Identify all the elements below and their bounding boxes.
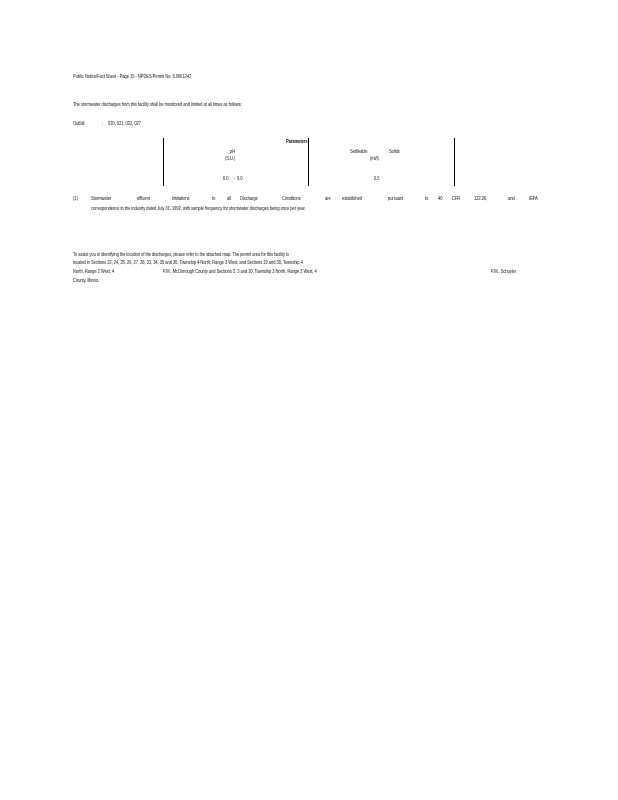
outfall-label: Outfall [73, 121, 85, 127]
footnote-line-2: correspondence to the industry dated July 31, 1992, with sample frequency for stormwater discharges being once per year. [91, 206, 306, 212]
footnote-marker: (1) [73, 196, 78, 202]
ph-range-dash: - [234, 176, 236, 182]
settleable-value: 0.5 [374, 176, 380, 182]
settleable-unit: (ml/l) [370, 156, 379, 162]
outfall-separator: : [102, 121, 104, 127]
location-line-2: located in Sections 22, 24, 25, 26, 27, 28, 33, 34, 35 and 36, Township 4 North, Range 3 West, and Sections 19 and 30, Township 4 [73, 260, 303, 266]
settleable-header: Settleable [350, 149, 368, 155]
table-divider-left [163, 138, 164, 186]
footnote-word: effluent [137, 196, 150, 202]
table-divider-right [454, 138, 455, 186]
footnote-word: IEPA [529, 196, 538, 202]
solids-header: Solids [389, 149, 400, 155]
location-line-3b: P.M., McDonough County and Sections 2, 3 and 10, Township 3 North, Range 3 West, 4 [163, 269, 317, 275]
intro-text: The stormwater discharges from this facility shall be monitored and limited at all times as follows: [73, 102, 242, 108]
table-divider-middle [308, 138, 309, 186]
footnote-word: all [227, 196, 231, 202]
location-line-1: To assist you in identifying the location of the discharges, please refer to the attached map. The permit area for this facility is [73, 252, 289, 258]
ph-unit: (S.U.) [225, 156, 236, 162]
footnote-word: Discharge [240, 196, 258, 202]
footnote-word: Conditions [282, 196, 301, 202]
location-line-4: County, Illinois. [73, 278, 100, 284]
footnote-word: and [508, 196, 515, 202]
table-title: Parameters [286, 139, 308, 145]
footnote-word: to [212, 196, 216, 202]
ph-header: pH [230, 149, 236, 155]
footnote-word: CFR [452, 196, 461, 202]
footnote-word: Stormwater [91, 196, 112, 202]
footnote-word: 122.26, [474, 196, 488, 202]
footnote-word: established [342, 196, 362, 202]
footnote-word: are [325, 196, 331, 202]
footnote-word: 40 [438, 196, 443, 202]
location-line-3a: North, Range 2 West, 4 [73, 269, 115, 275]
page-header: Public Notice/Fact Sheet - Page 15 - NPDES Permit No. IL0061247 [73, 74, 192, 80]
location-line-3c: P.M., Schuyler [491, 269, 517, 275]
ph-high-value: 9.0 [237, 176, 243, 182]
ph-low-value: 6.0 [223, 176, 229, 182]
outfall-values: 020, 021, 022, 027 [108, 121, 141, 127]
footnote-word: limitations [172, 196, 190, 202]
footnote-word: pursuant [388, 196, 404, 202]
footnote-word: to [425, 196, 429, 202]
